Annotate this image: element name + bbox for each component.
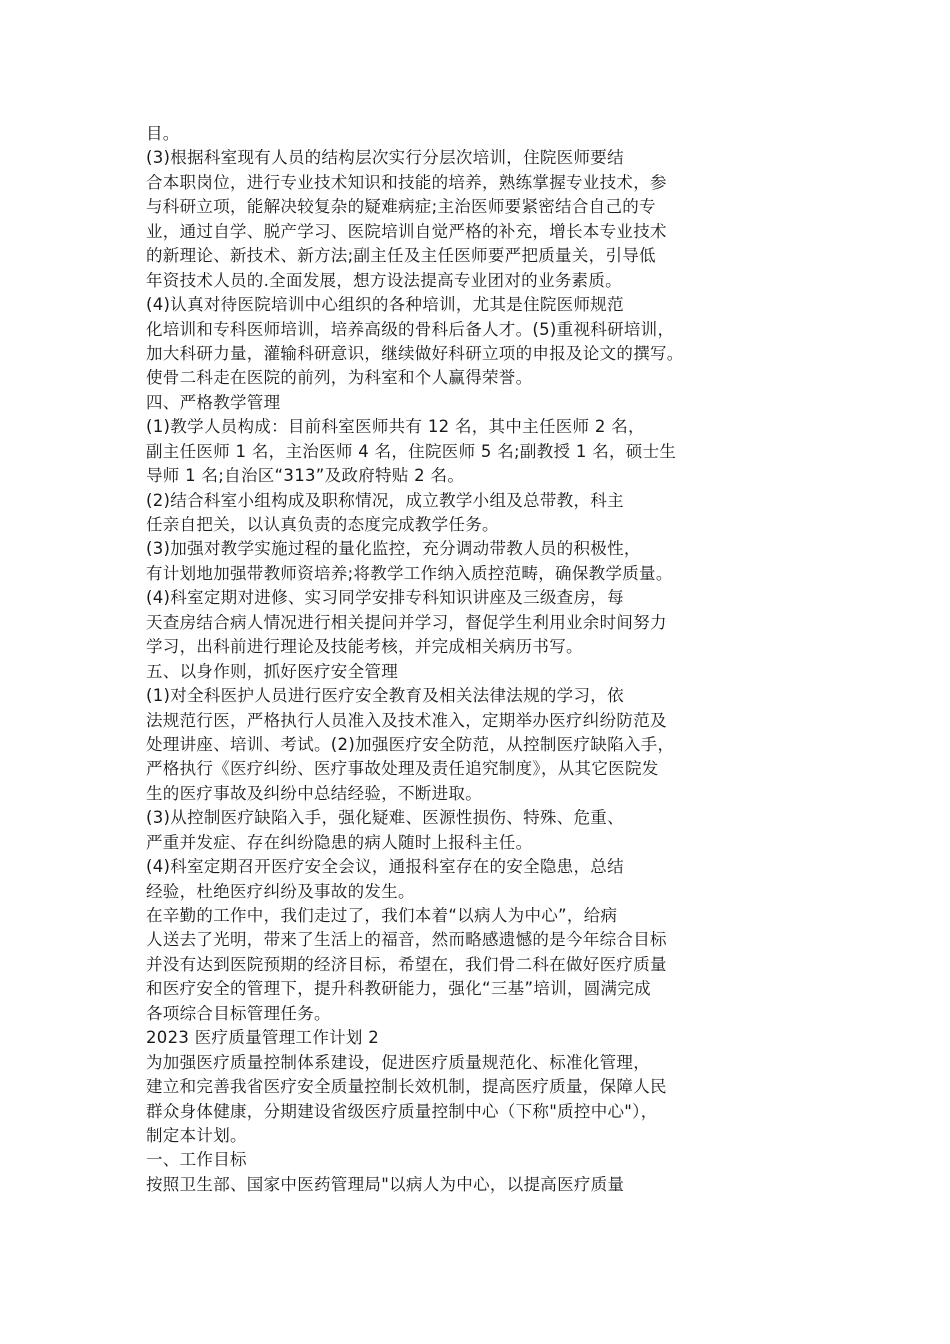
text-line: 建立和完善我省医疗安全质量控制长效机制，提高医疗质量，保障人民: [146, 1077, 667, 1097]
text-line: (3)加强对教学实施过程的量化监控，充分调动带教人员的积极性，: [146, 539, 641, 559]
text-line: 各项综合目标管理任务。: [146, 1003, 331, 1023]
text-line: 制定本计划。: [146, 1125, 247, 1145]
text-line: 有计划地加强带教师资培养;将教学工作纳入质控范畴，确保教学质量。: [146, 563, 673, 583]
text-line: 年资技术人员的.全面发展，想方设法提高专业团对的业务素质。: [146, 270, 622, 290]
document-subtitle: 2023 医疗质量管理工作计划 2: [146, 1028, 380, 1048]
text-line: 副主任医师 1 名，主治医师 4 名，住院医师 5 名;副教授 1 名，硕士生: [146, 441, 677, 461]
text-line: 经验，杜绝医疗纠纷及事故的发生。: [146, 881, 415, 901]
text-line: 业，通过自学、脱产学习、医院培训自觉严格的补充，增长本专业技术: [146, 221, 667, 241]
text-line: 导师 1 名;自治区“313”及政府特贴 2 名。: [146, 466, 465, 486]
text-line: (1)对全科医护人员进行医疗安全教育及相关法律法规的学习，依: [146, 686, 624, 706]
section-heading: 一、工作目标: [146, 1150, 247, 1170]
text-line: 化培训和专科医师培训，培养高级的骨科后备人才。(5)重视科研培训，: [146, 319, 675, 339]
text-line: 并没有达到医院预期的经济目标，希望在，我们骨二科在做好医疗质量: [146, 954, 667, 974]
text-line: 为加强医疗质量控制体系建设，促进医疗质量规范化、标准化管理，: [146, 1052, 650, 1072]
text-line: (2)结合科室小组构成及职称情况，成立教学小组及总带教，科主: [146, 490, 624, 510]
text-line: 按照卫生部、国家中医药管理局"以病人为中心，以提高医疗质量: [146, 1174, 625, 1194]
text-line: 学习，出科前进行理论及技能考核，并完成相关病历书写。: [146, 637, 583, 657]
text-line: 使骨二科走在医院的前列，为科室和个人赢得荣誉。: [146, 368, 533, 388]
text-line: (1)教学人员构成：目前科室医师共有 12 名，其中主任医师 2 名，: [146, 417, 645, 437]
text-line: 合本职岗位，进行专业技术知识和技能的培养，熟练掌握专业技术，参: [146, 172, 667, 192]
text-line: 任亲自把关，以认真负责的态度完成教学任务。: [146, 515, 499, 534]
text-line: 人送去了光明，带来了生活上的福音，然而略感遗憾的是今年综合目标: [146, 930, 667, 950]
text-line: 在辛勤的工作中，我们走过了，我们本着“以病人为中心”，给病: [146, 906, 618, 925]
text-line: 和医疗安全的管理下，提升科教研能力，强化“三基”培训，圆满完成: [146, 979, 651, 999]
text-line: 与科研立项，能解决较复杂的疑难病症;主治医师要紧密结合自己的专: [146, 197, 656, 217]
text-line: 严重并发症、存在纠纷隐患的病人随时上报科主任。: [146, 832, 533, 852]
text-line: 的新理论、新技术、新方法;副主任及主任医师要严把质量关，引导低: [146, 246, 656, 266]
text-line: (4)认真对待医院培训中心组织的各种培训，尤其是住院医师规范: [146, 295, 624, 315]
text-line: (3)从控制医疗缺陷入手，强化疑难、医源性损伤、特殊、危重、: [146, 808, 624, 828]
text-line: 加大科研力量，灌输科研意识，继续做好科研立项的申报及论文的撰写。: [146, 343, 684, 363]
document-body: [146, 122, 766, 1197]
text-line: (4)科室定期召开医疗安全会议，通报科室存在的安全隐患，总结: [146, 857, 624, 877]
text-line: 群众身体健康，分期建设省级医疗质量控制中心（下称"质控中心"），: [146, 1101, 658, 1121]
text-line: (4)科室定期对进修、实习同学安排专科知识讲座及三级查房，每: [146, 588, 624, 608]
text-line: (3)根据科室现有人员的结构层次实行分层次培训，住院医师要结: [146, 148, 624, 168]
text-line: 天查房结合病人情况进行相关提问并学习，督促学生利用业余时间努力: [146, 612, 667, 632]
section-heading: 五、以身作则，抓好医疗安全管理: [146, 661, 398, 681]
text-line: 法规范行医，严格执行人员准入及技术准入，定期举办医疗纠纷防范及: [146, 710, 667, 730]
text-line: 目。: [146, 124, 180, 143]
text-line: 生的医疗事故及纠纷中总结经验，不断进取。: [146, 783, 482, 803]
section-heading: 四、严格教学管理: [146, 392, 281, 412]
text-line: 处理讲座、培训、考试。(2)加强医疗安全防范，从控制医疗缺陷入手，: [146, 734, 675, 754]
text-line: 严格执行《医疗纠纷、医疗事故处理及责任追究制度》，从其它医院发: [146, 759, 659, 779]
